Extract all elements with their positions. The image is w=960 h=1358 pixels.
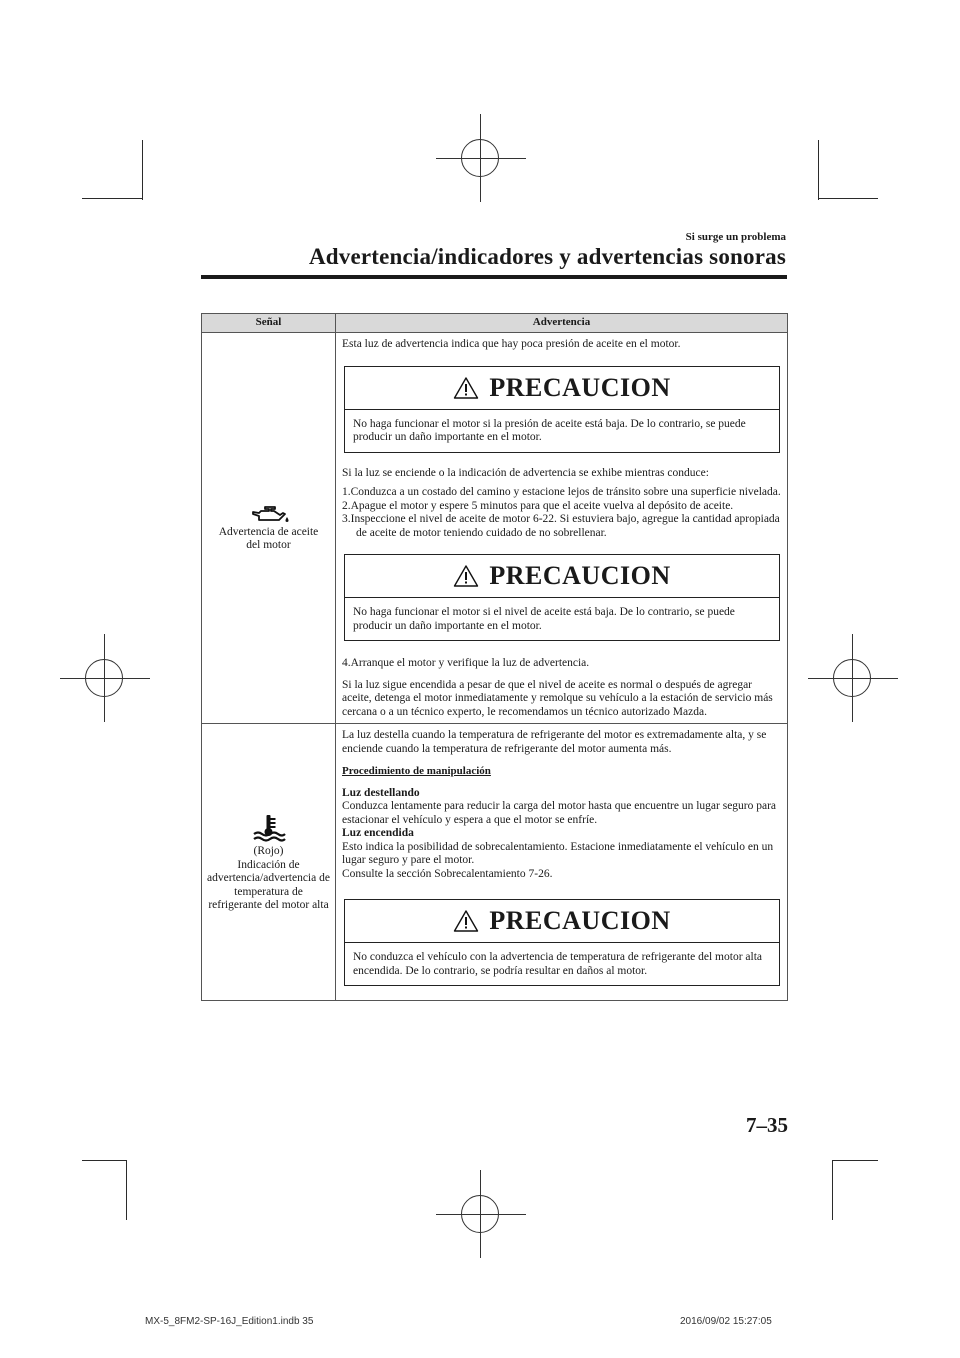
coolant-intro: La luz destella cuando la temperatura de refrigerante del motor es extremadamente alta, y se enciende cuando la temperatura de refrigerante del motor aumenta más. [342, 729, 767, 755]
oil-intro: Esta luz de advertencia indica que hay poca presión de aceite en el motor. [342, 338, 681, 350]
oil-can-icon [202, 504, 335, 526]
warning-triangle-icon [453, 376, 479, 400]
oil-while-driving: Si la luz se enciende o la indicación de advertencia se exhibe mientras conduce: [342, 466, 709, 479]
oil-final-note: Si la luz sigue encendida a pesar de que el nivel de aceite es normal o después de agregar aceite, detenga el motor inmediatamente y remolque su vehículo a la estación de servicio más cercana o a un técnico experto, le recomendamos un técnico autorizado Mazda. [342, 678, 773, 718]
caution-text: No conduzca el vehículo con la advertencia de temperatura de refrigerante del motor alta encendida. De lo contrario, se podría resultar en daños al motor. [353, 951, 763, 977]
signal-label-coolant: Indicación de advertencia/advertencia de temperatura de refrigerante del motor alta [207, 858, 330, 912]
caution-box [344, 554, 780, 641]
warning-triangle-icon [453, 564, 479, 588]
on-text: Esto indica la posibilidad de sobrecalentamiento. Estacione inmediatamente el vehículo en un lugar seguro y pare el motor. [342, 840, 774, 866]
warning-cell-coolant [336, 724, 788, 1001]
table-row [202, 333, 788, 724]
list-item: 2.Apague el motor y espere 5 minutos para que el aceite vuelva al depósito de aceite. [342, 499, 734, 512]
title-rule [201, 275, 787, 279]
caution-box [344, 899, 780, 986]
procedure-heading: Procedimiento de manipulación [342, 765, 491, 777]
oil-step-4: 4.Arranque el motor y verifique la luz de advertencia. [342, 657, 590, 669]
list-item: 3.Inspeccione el nivel de aceite de motor 6-22. Si estuviera bajo, agregue la cantidad apropiada de aceite de motor teniendo cuidado de no sobrellenar. [342, 513, 780, 539]
caution-title: PRECAUCION [489, 906, 671, 936]
flashing-text: Conduzca lentamente para reducir la carga del motor hasta que encuentre un lugar seguro para estacionar el vehículo y espera a que el motor se enfríe. [342, 800, 777, 826]
on-heading: Luz encendida [342, 827, 414, 839]
column-header-signal: Señal [202, 314, 336, 333]
warning-cell-oil [336, 333, 788, 724]
coolant-temperature-icon [202, 813, 335, 843]
caution-header [345, 900, 779, 943]
flashing-heading: Luz destellando [342, 786, 420, 799]
caution-text: No haga funcionar el motor si la presión de aceite está baja. De lo contrario, se puede producir un daño importante en el motor. [353, 417, 746, 443]
footer-file-info: MX-5_8FM2-SP-16J_Edition1.indb 35 [145, 1316, 314, 1327]
table-header-row [202, 314, 788, 333]
table-row [202, 724, 788, 1001]
signal-cell-coolant [202, 724, 336, 1001]
caution-header [345, 555, 779, 598]
see-also: Consulte la sección Sobrecalentamiento 7-26. [342, 867, 553, 880]
section-label: Si surge un problema [685, 231, 786, 243]
caution-text: No haga funcionar el motor si el nivel de aceite está baja. De lo contrario, se puede producir un daño importante en el motor. [353, 606, 735, 632]
warning-table [201, 313, 788, 1001]
list-item: 1.Conduzca a un costado del camino y estacione lejos de tránsito sobre una superficie nivelada. [342, 486, 781, 498]
caution-header [345, 367, 779, 410]
oil-steps-list [342, 486, 782, 540]
signal-cell-oil [202, 333, 336, 724]
caution-box [344, 366, 780, 453]
page-title: Advertencia/indicadores y advertencias sonoras [308, 244, 786, 269]
footer-date: 2016/09/02 15:27:05 [680, 1316, 772, 1327]
warning-triangle-icon [453, 909, 479, 933]
page-number: 7–35 [746, 1113, 788, 1137]
caution-title: PRECAUCION [489, 372, 671, 402]
signal-label-oil: Advertencia de aceite del motor [218, 525, 319, 551]
signal-color-note: (Rojo) [253, 845, 284, 858]
caution-title: PRECAUCION [489, 561, 671, 591]
column-header-warning: Advertencia [336, 314, 788, 333]
